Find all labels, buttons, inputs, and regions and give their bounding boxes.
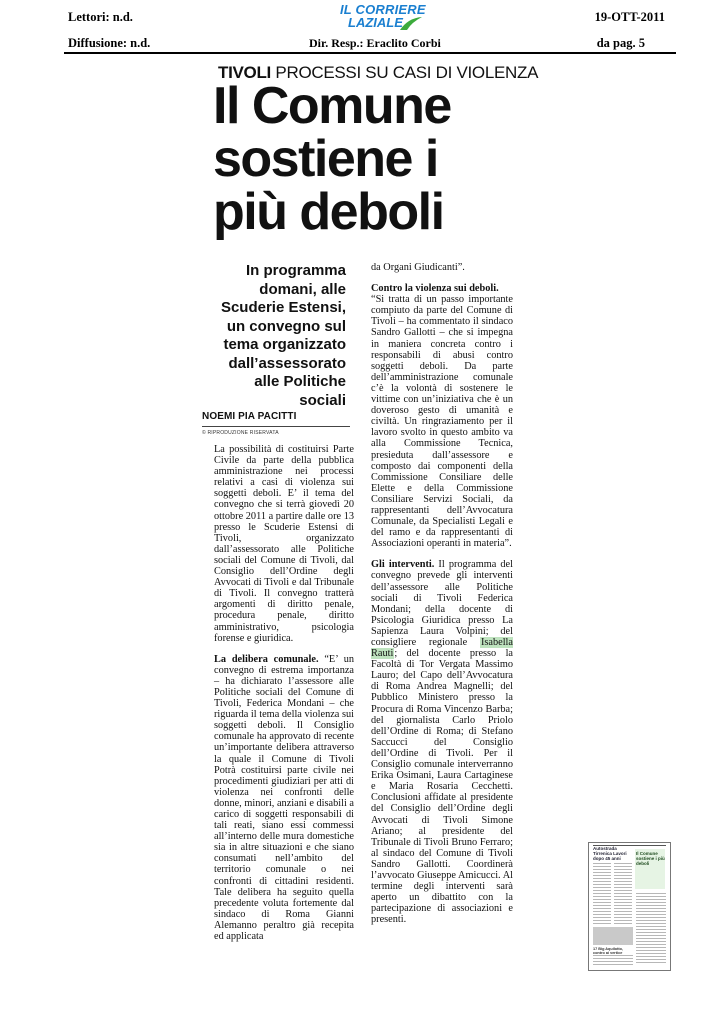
article-summary [200,262,346,410]
paragraph-lead: Gli interventi. [371,559,435,571]
thumb-text-column [593,955,633,967]
summary-line: Scuderie Estensi, [220,299,346,316]
byline-rule [202,426,350,427]
newspaper-logo [318,3,428,33]
paragraph-lead: Contro la violenza sui deboli. [371,283,499,295]
kicker-place: TIVOLI [218,63,271,82]
thumb-caption: 17 Big Aquilotto, contro ai vertice [593,947,624,955]
article-column-2 [371,262,513,925]
thumb-text-column [614,863,632,926]
page-thumbnail [588,842,671,971]
director-label: Dir. Resp.: Eraclito Corbi [309,36,441,50]
paragraph: da Organi Giudicanti”. [371,262,465,273]
author-byline: NOEMI PIA PACITTI [202,411,297,422]
summary-line: dall’assessorato [228,354,346,372]
circulation-label: Diffusione: n.d. [68,36,151,50]
paragraph [214,654,354,942]
logo-line-1: IL CORRIERE [340,2,426,17]
logo-swoosh-icon [398,16,424,32]
headline-line: più deboli [213,183,444,241]
thumb-text-column [593,863,611,926]
thumb-text-column [636,893,666,965]
article-headline [213,77,451,241]
paragraph-lead: La delibera comunale. [214,653,319,665]
headline-line: Il Comune [213,77,451,135]
thumb-photo [593,927,633,945]
article-column-1 [214,444,354,942]
summary-line: sociali [299,391,346,409]
thumb-headline: Autostrada Tirrenica Lavori dopo 45 anni [593,846,627,861]
paragraph [371,559,513,925]
page-reference: da pag. 5 [596,36,645,50]
highlighted-name: Isabella Rauti [371,637,513,660]
header-rule [64,52,676,54]
paragraph-text: “Si tratta di un passo importante compiuto da parte del Comune di Tivoli – ha commentato il sindaco Sandro Gallotti – che si impegna in maniera concreta contro i responsabili di abusi contro soggetti deboli. Da parte dell’amministrazione comunale c’è la volontà di sostenere le vittime con un’iniziativa che è un doveroso gesto di umanità e civiltà. Un ringraziamento per il lavoro svolto in questo ambito va alla Commissione Tecnica, presieduta dall’assessore e composto dai componenti della Commissione Consiliare delle Elette e della Commissione Consiliare Servizi Sociali, da rappresentanti dell’Avvocatura Comunale, da Specialisti Legali e del ramo e da rappresentanti di Associazioni operanti in materia”. [371,294,513,550]
summary-line: un convegno sul [226,317,346,335]
summary-line: alle Politiche [254,373,346,390]
rights-notice: © RIPRODUZIONE RISERVATA [202,430,279,436]
readers-label: Lettori: n.d. [68,10,133,24]
logo-line-2: LAZIALE [348,15,403,30]
paragraph-text: Il programma del convegno prevede gli interventi dell’assessore alle Politiche sociali di Tivoli Federica Mondani; della docente di Psicologia Giuridica presso La Sapienza Laura Volpini; del consigliere regionale [371,559,513,648]
summary-line: In programma [245,262,346,279]
summary-line: domani, alle [259,280,346,298]
paragraph [371,283,513,549]
kicker-topic: PROCESSI SU CASI DI VIOLENZA [275,63,539,82]
paragraph-text: ; del docente presso la Facoltà di Tor Vergata Massimo Lauro; del Capo dell’Avvocatura di Roma Andrea Magnelli; del Pubblico Ministero presso la Procura di Roma Vincenzo Barba; del giornalista Carlo Priolo dell’Ordine di Roma; di Stefano Saccucci del Consiglio dell’Ordine di Tivoli. Per il Consiglio comunale interverranno Erika Osimani, Laura Cartaginese e Maria Rosaria Cecchetti. Conclusioni affidate al presidente del Consiglio dell’Ordine degli Avvocati di Tivoli Simone Ariano; al presidente del Tribunale di Tivoli Bruno Ferraro; al sindaco del Comune di Tivoli Sandro Gallotti. Coordinerà l’avvocato Giuseppe Amicucci. Al termine degli interventi sarà aperto un dibattito con la partecipazione di associazioni e presenti. [371,648,513,926]
paragraph-text: “E’ un convegno di estrema importanza – ha dichiarato l’assessore alle Politiche sociali del Comune di Tivoli, Federica Mondani – che riguarda il tema della violenza sui soggetti deboli. Il Consiglio comunale ha approvato di recente un’importante delibera attraverso la quale il Comune di Tivoli Potrà costituirsi parte civile nei procedimenti giudiziari per atti di violenza nei confronti delle donne, minori, anziani e disabili a carico di soggetti responsabili di tali reati, siano essi commessi all’interno delle mura domestiche sia in altre situazioni e che siano consumati nell’ambito del territorio comunale o nei confronti di cittadini residenti. Tale delibera ha seguito quella precedente voluta fortemente dal sindaco di Roma Gianni Alemanno peraltro già recepita ed applicata [214,653,354,943]
publication-date: 19-OTT-2011 [594,10,665,24]
headline-line: sostiene i [213,130,438,188]
thumb-highlight-title: Il Comune sostiene i più deboli [636,851,665,866]
paragraph: La possibilità di costituirsi Parte Civile da parte della pubblica amministrazione nei processi relativi a casi di violenza sui soggetti deboli. E’ il tema del convegno che si terrà giovedì 20 ottobre 2011 a partire dalle ore 13 presso le Scuderie Estensi di Tivoli, organizzato dall’assessorato alle Politiche sociali del Comune di Tivoli, dal Consiglio dell’Ordine degli Avvocati di Tivoli e dal Tribunale di Tivoli. Il convegno tratterà argomenti di diritto penale, procedura penale, diritto amministrativo, psicologia forense e giuridica. [214,444,354,644]
summary-line: tema organizzato [223,336,346,353]
